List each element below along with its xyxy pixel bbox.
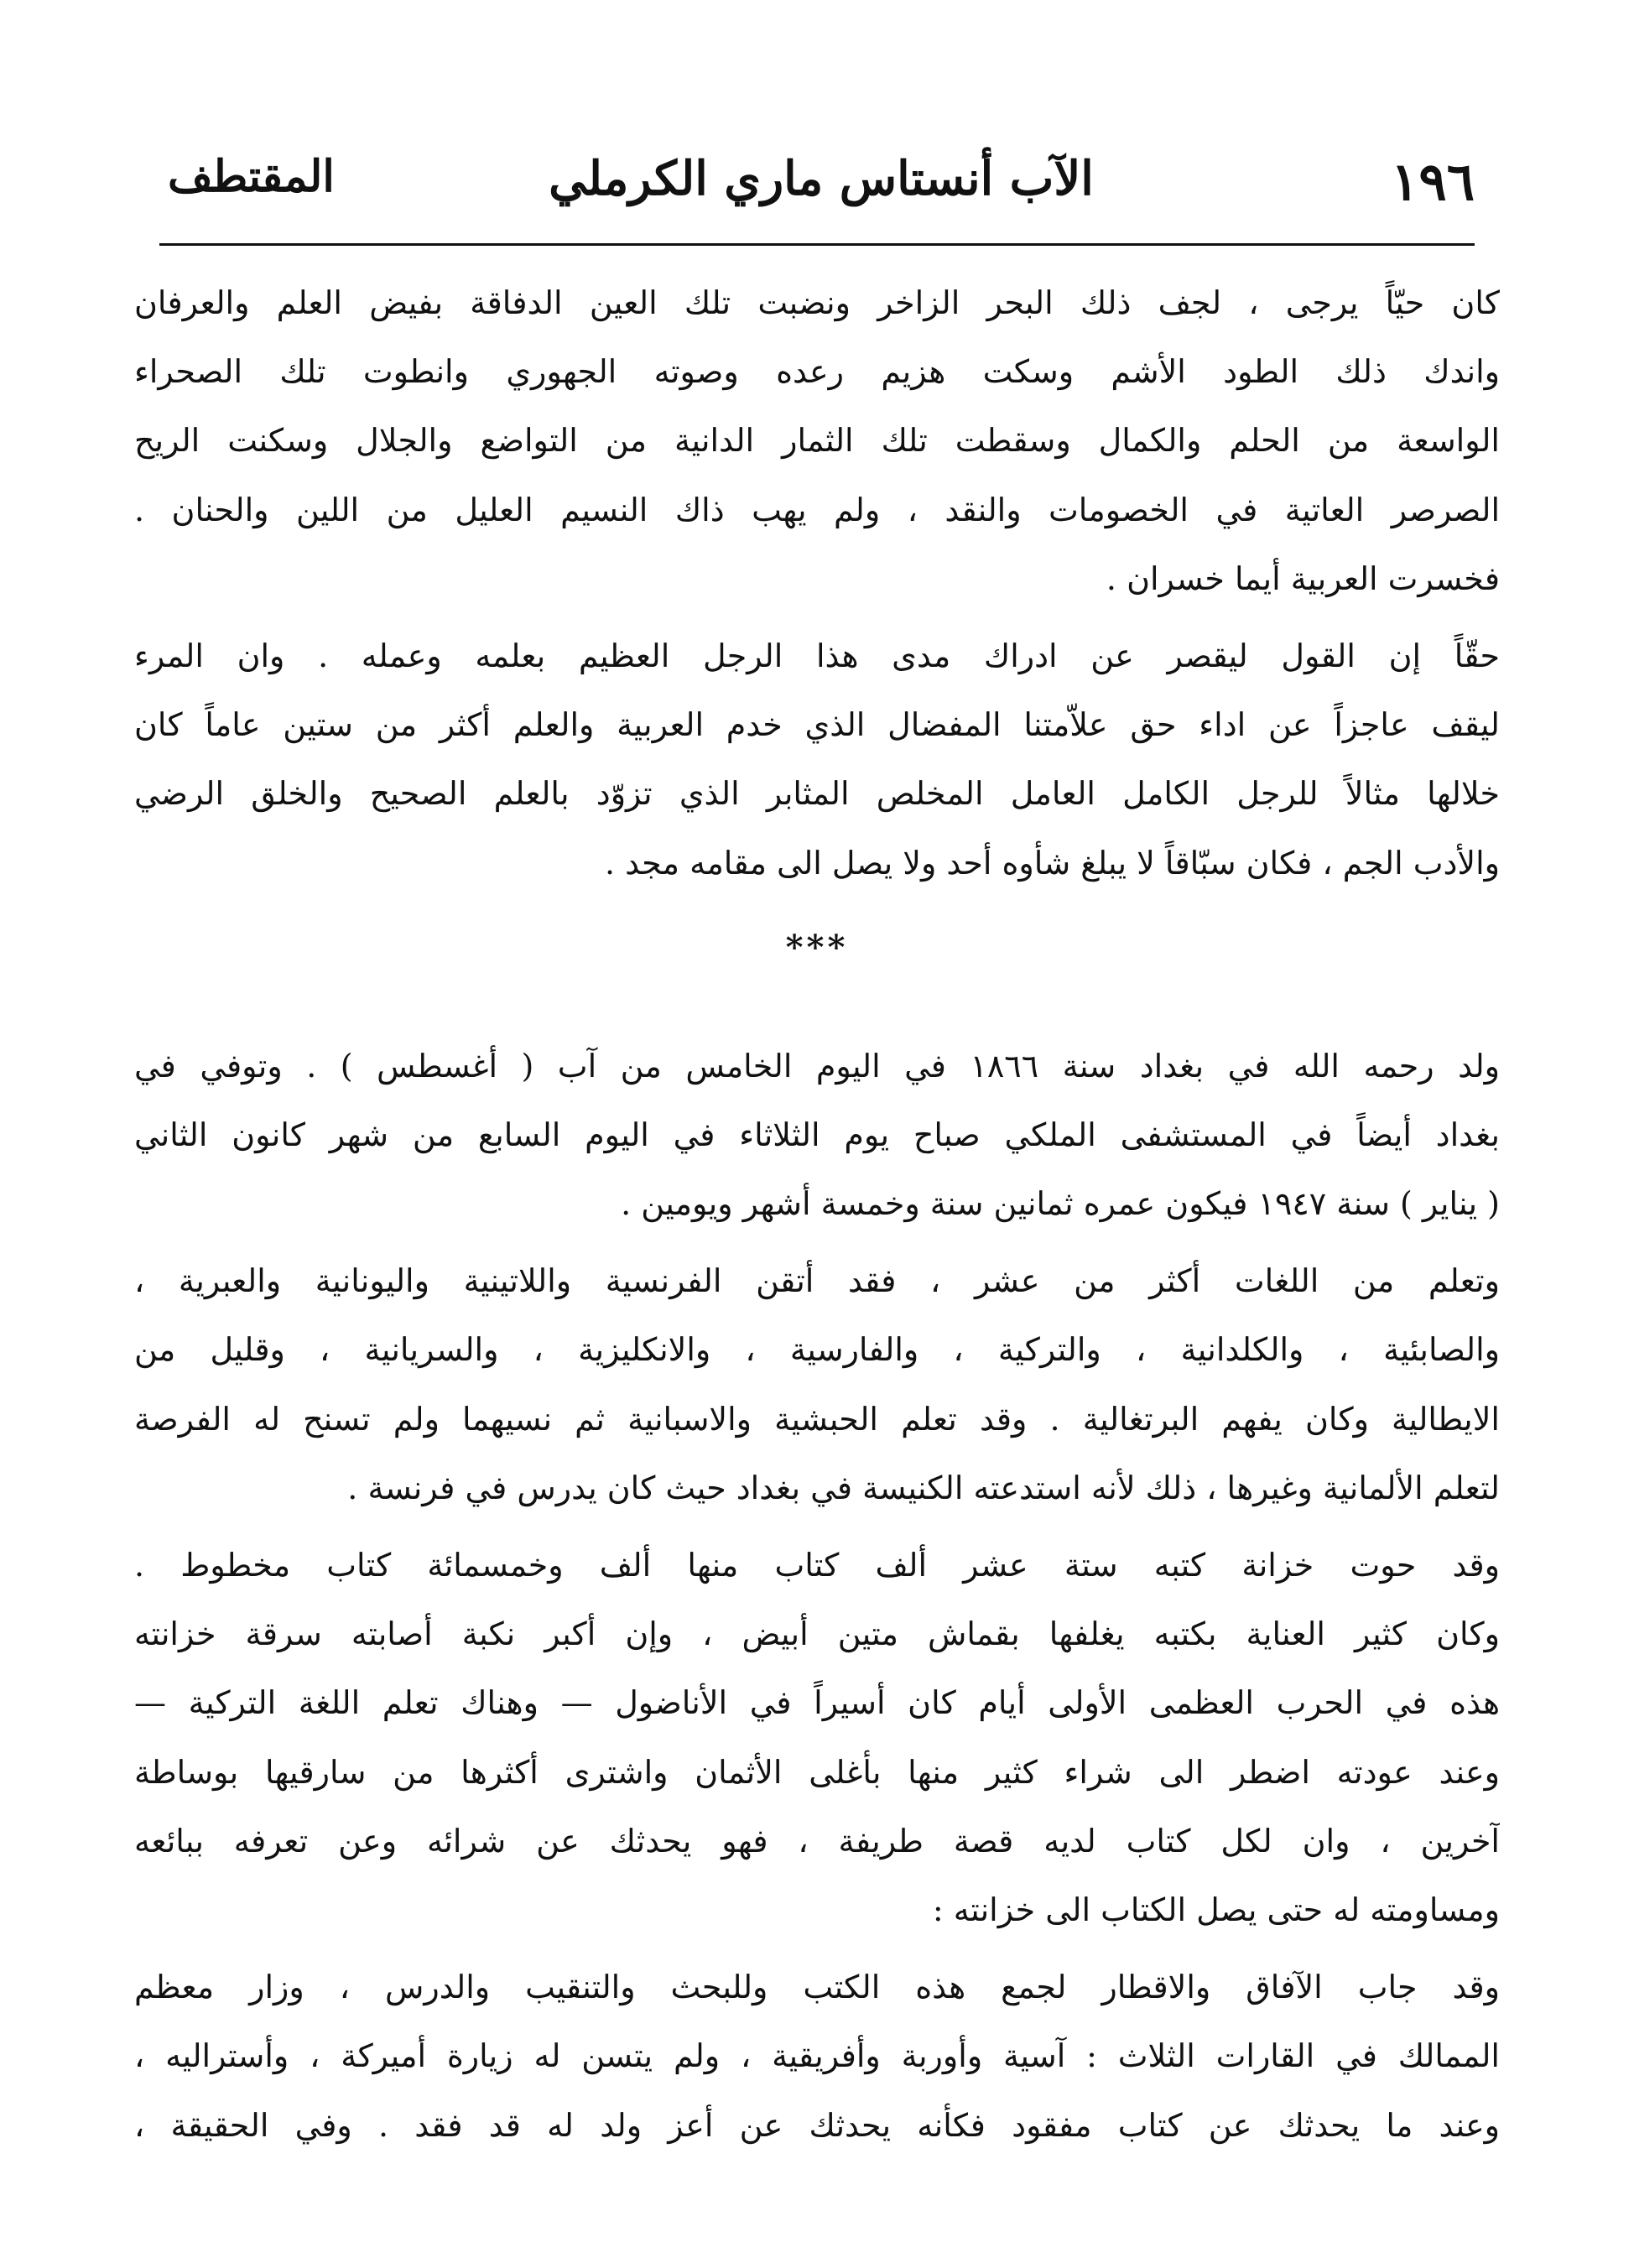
running-title: الآب أنستاس ماري الكرملي — [549, 151, 1094, 206]
paragraph-2 — [134, 622, 1500, 897]
text-line: ولد رحمه الله في بغداد سنة ١٨٦٦ في اليوم الخامس من آب ( أغسطس ) . وتوفي في — [134, 1047, 1500, 1085]
journal-name: المقتطف — [168, 151, 335, 202]
text-line: وقد جاب الآفاق والاقطار لجمع هذه الكتب وللبحث والتنقيب والدرس ، وزار معظم — [134, 1969, 1500, 2006]
paragraph-6 — [134, 1953, 1500, 2160]
text-line: الصرصر العاتية في الخصومات والنقد ، ولم يهب ذاك النسيم العليل من اللين والحنان . — [134, 491, 1500, 528]
page-number: ١٩٦ — [1391, 151, 1475, 212]
text-line: الممالك في القارات الثلاث : آسية وأوربة وأفريقية ، ولم يتسن له زيارة أميركة ، وأستراليه ، — [134, 2037, 1500, 2075]
page-header — [168, 143, 1475, 218]
paragraph-4 — [134, 1246, 1500, 1522]
text-line: فخسرت العربية أيما خسران . — [1106, 559, 1500, 597]
text-line: ( يناير ) سنة ١٩٤٧ فيكون عمره ثمانين سنة وخمسة أشهر ويومين . — [621, 1185, 1500, 1223]
text-line: وتعلم من اللغات أكثر من عشر ، فقد أتقن الفرنسية واللاتينية واليونانية والعبرية ، — [134, 1262, 1500, 1300]
text-line: وعند عودته اضطر الى شراء كثير منها بأغلى الأثمان واشترى أكثرها من سارقيها بوساطة — [134, 1753, 1500, 1791]
section-divider: *** — [785, 927, 849, 967]
article-body — [134, 268, 1500, 2160]
text-line: هذه في الحرب العظمى الأولى أيام كان أسيراً في الأناضول — وهناك تعلم اللغة التركية — — [134, 1684, 1500, 1722]
text-line: والصابئية ، والكلدانية ، والتركية ، والفارسية ، والانكليزية ، والسريانية ، وقليل من — [134, 1331, 1500, 1369]
text-line: حقّاً إن القول ليقصر عن ادراك مدى هذا الرجل العظيم بعلمه وعمله . وان المرء — [134, 637, 1500, 674]
text-line: واندك ذلك الطود الأشم وسكت هزيم رعده وصوته الجهوري وانطوت تلك الصحراء — [134, 353, 1500, 391]
text-line: ومساومته له حتى يصل الكتاب الى خزانته : — [932, 1891, 1500, 1928]
text-line: الايطالية وكان يفهم البرتغالية . وقد تعلم الحبشية والاسبانية ثم نسيهما ولم تسنح له الفرصة — [134, 1400, 1500, 1438]
text-line: ليقف عاجزاً عن اداء حق علاّمتنا المفضال الذي خدم العربية والعلم أكثر من ستين عاماً كان — [134, 706, 1500, 744]
text-line: وكان كثير العناية بكتبه يغلفها بقماش متين أبيض ، وإن أكبر نكبة أصابته سرقة خزانته — [134, 1615, 1500, 1653]
paragraph-5 — [134, 1531, 1500, 1944]
text-line: لتعلم الألمانية وغيرها ، ذلك لأنه استدعته الكنيسة في بغداد حيث كان يدرس في فرنسة . — [347, 1469, 1500, 1506]
text-line: وقد حوت خزانة كتبه ستة عشر ألف كتاب منها ألف وخمسمائة كتاب مخطوط . — [134, 1547, 1500, 1584]
text-line: الواسعة من الحلم والكمال وسقطت تلك الثمار الدانية من التواضع والجلال وسكنت الريح — [134, 422, 1500, 460]
text-line: كان حيّاً يرجى ، لجف ذلك البحر الزاخر ونضبت تلك العين الدفاقة بفيض العلم والعرفان — [134, 284, 1500, 321]
header-rule — [159, 243, 1475, 246]
text-line: وعند ما يحدثك عن كتاب مفقود فكأنه يحدثك عن أعز ولد له قد فقد . وفي الحقيقة ، — [134, 2106, 1500, 2144]
paragraph-1 — [134, 268, 1500, 613]
text-line: والأدب الجم ، فكان سبّاقاً لا يبلغ شأوه أحد ولا يصل الى مقامه مجد . — [605, 844, 1500, 882]
paragraph-3 — [134, 1032, 1500, 1239]
text-line: بغداد أيضاً في المستشفى الملكي صباح يوم الثلاثاء في اليوم السابع من شهر كانون الثاني — [134, 1116, 1500, 1153]
text-line: خلالها مثالاً للرجل الكامل العامل المخلص المثابر الذي تزوّد بالعلم الصحيح والخلق الرضي — [134, 775, 1500, 813]
text-line: آخرين ، وان لكل كتاب لديه قصة طريفة ، فهو يحدثك عن شرائه وعن تعرفه ببائعه — [134, 1822, 1500, 1860]
